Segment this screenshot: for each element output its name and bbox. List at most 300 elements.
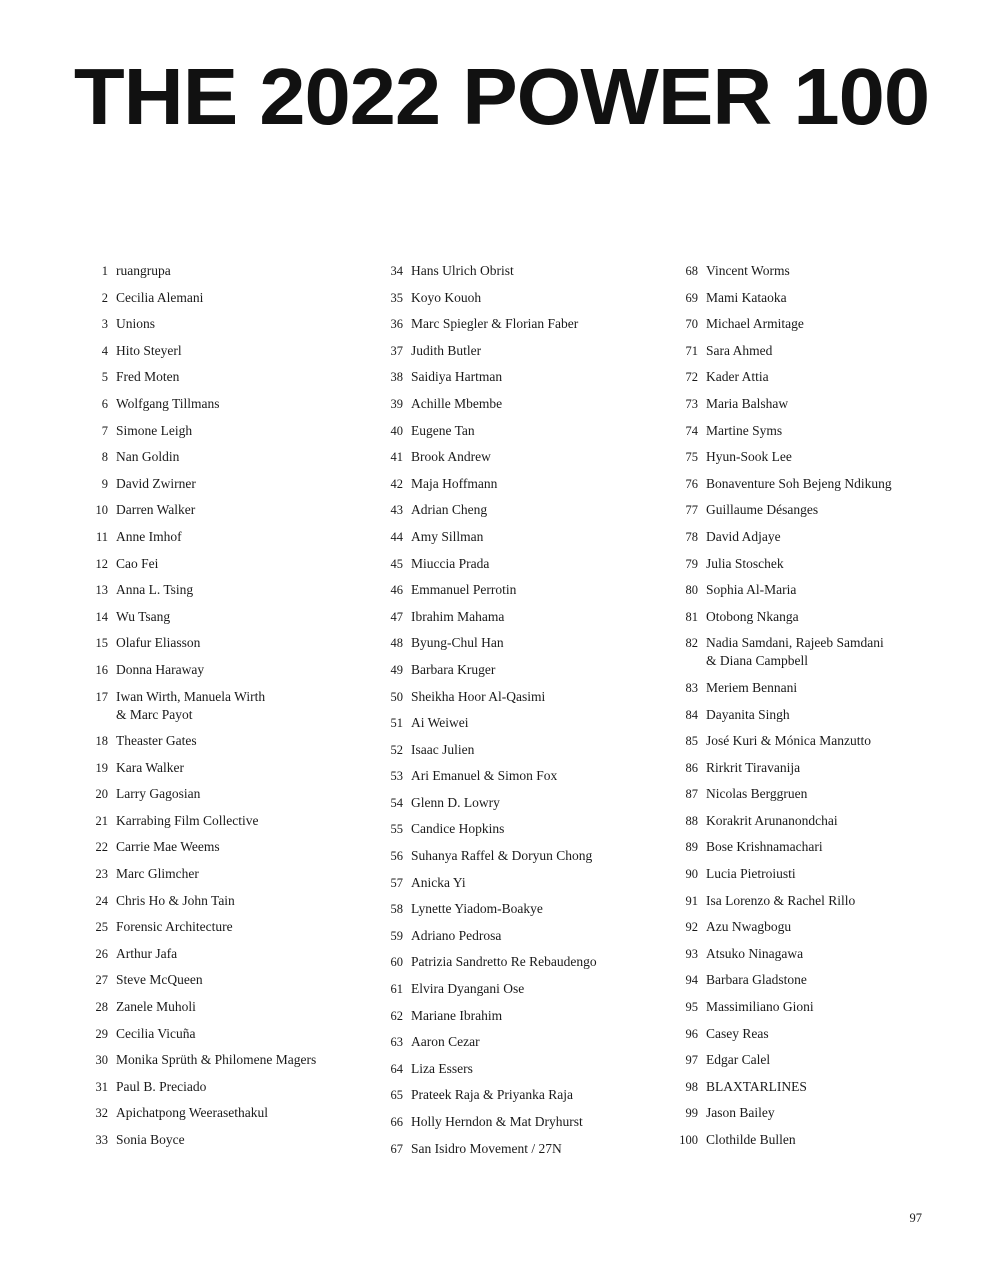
list-item — [660, 634, 950, 670]
rank-number: 58 — [390, 902, 403, 917]
list-item — [660, 838, 950, 856]
list-item — [70, 892, 360, 910]
list-item — [365, 874, 655, 892]
rank-number: 59 — [390, 928, 403, 943]
rank-number: 3 — [101, 317, 108, 332]
rank-number: 25 — [95, 920, 108, 935]
entry-name: Brook Andrew — [411, 449, 491, 465]
list-item — [70, 475, 360, 493]
list-item — [365, 1033, 655, 1051]
list-item — [365, 714, 655, 732]
entry-name: Saidiya Hartman — [411, 369, 503, 385]
entry-name: Sheikha Hoor Al-Qasimi — [411, 688, 546, 704]
entry-name: Monika Sprüth & Philomene Magers — [116, 1052, 317, 1068]
rank-number: 31 — [95, 1079, 108, 1094]
rank-number: 74 — [685, 423, 698, 438]
list-item — [365, 847, 655, 865]
rank-number: 73 — [685, 396, 698, 411]
entry-name: Karrabing Film Collective — [116, 812, 259, 828]
rank-number: 82 — [685, 636, 698, 651]
rank-number: 43 — [390, 503, 403, 518]
rank-number: 64 — [390, 1061, 403, 1076]
list-item — [365, 1086, 655, 1104]
rank-number: 21 — [95, 813, 108, 828]
rank-number: 90 — [685, 867, 698, 882]
rank-number: 47 — [390, 609, 403, 624]
entry-name: Ai Weiwei — [411, 715, 469, 731]
rank-number: 6 — [101, 396, 108, 411]
rank-number: 89 — [685, 840, 698, 855]
rank-number: 46 — [390, 583, 403, 598]
rank-number: 52 — [390, 742, 403, 757]
list-item — [660, 501, 950, 519]
list-item — [660, 555, 950, 573]
list-item — [70, 971, 360, 989]
entry-name: Isa Lorenzo & Rachel Rillo — [706, 892, 856, 908]
rank-number: 14 — [95, 609, 108, 624]
list-item — [660, 448, 950, 466]
rank-number: 12 — [95, 556, 108, 571]
entry-name: Mami Kataoka — [706, 289, 787, 305]
rank-number: 67 — [390, 1141, 403, 1156]
rank-number: 87 — [685, 787, 698, 802]
rank-number: 29 — [95, 1026, 108, 1041]
list-item — [660, 732, 950, 750]
entry-name: Byung-Chul Han — [411, 635, 504, 651]
entry-name: Hito Steyerl — [116, 342, 182, 358]
list-item — [70, 1078, 360, 1096]
list-item — [70, 262, 360, 280]
entry-name: Simone Leigh — [116, 422, 193, 438]
rank-number: 97 — [685, 1053, 698, 1068]
list-item — [660, 1078, 950, 1096]
entry-name: Judith Butler — [411, 342, 482, 358]
rank-number: 41 — [390, 450, 403, 465]
rank-number: 24 — [95, 893, 108, 908]
entry-name: Wolfgang Tillmans — [116, 395, 220, 411]
entry-name: Cecilia Alemani — [116, 289, 204, 305]
rank-number: 63 — [390, 1035, 403, 1050]
rank-number: 22 — [95, 840, 108, 855]
entry-name: Candice Hopkins — [411, 821, 505, 837]
entry-name: Amy Sillman — [411, 528, 484, 544]
entry-name: Atsuko Ninagawa — [706, 945, 804, 961]
entry-name: San Isidro Movement / 27N — [411, 1140, 562, 1156]
list-item — [660, 315, 950, 333]
entry-name: Glenn D. Lowry — [411, 794, 500, 810]
entry-name: Anicka Yi — [411, 874, 466, 890]
entry-name: BLAXTARLINES — [706, 1078, 807, 1094]
list-item — [660, 706, 950, 724]
list-item — [70, 865, 360, 883]
rank-number: 100 — [679, 1133, 698, 1147]
list-item — [70, 688, 360, 724]
list-item — [70, 838, 360, 856]
list-item — [365, 661, 655, 679]
entry-name: Adriano Pedrosa — [411, 927, 502, 943]
entry-name: Darren Walker — [116, 502, 196, 518]
rank-number: 11 — [95, 529, 108, 544]
entry-name: Kara Walker — [116, 759, 185, 775]
entry-name: Liza Essers — [411, 1060, 473, 1076]
list-item — [660, 812, 950, 830]
entry-name: Patrizia Sandretto Re Rebaudengo — [411, 954, 597, 970]
list-item — [70, 945, 360, 963]
entry-name: Hans Ulrich Obrist — [411, 263, 514, 278]
list-item — [365, 953, 655, 971]
list-item — [365, 767, 655, 785]
entry-name: Guillaume Désanges — [706, 502, 819, 518]
entry-name: José Kuri & Mónica Manzutto — [706, 733, 871, 749]
rank-number: 37 — [390, 343, 403, 358]
list-item — [70, 1025, 360, 1043]
entry-name: Nan Goldin — [116, 449, 180, 465]
list-item — [70, 732, 360, 750]
rank-number: 16 — [95, 662, 108, 677]
entry-name: Adrian Cheng — [411, 502, 488, 518]
rank-number: 77 — [685, 503, 698, 518]
entry-name: Cecilia Vicuña — [116, 1025, 196, 1041]
entry-name: Sara Ahmed — [706, 342, 773, 358]
entry-name: Eugene Tan — [411, 422, 475, 438]
rank-number: 5 — [101, 370, 108, 385]
rank-number: 28 — [95, 1000, 108, 1015]
entry-name: Clothilde Bullen — [706, 1132, 796, 1147]
entry-name: Ibrahim Mahama — [411, 608, 505, 624]
entry-name: Suhanya Raffel & Doryun Chong — [411, 848, 593, 864]
entry-name: Chris Ho & John Tain — [116, 892, 235, 908]
rank-number: 94 — [685, 973, 698, 988]
rank-number: 9 — [101, 476, 108, 491]
list-item — [660, 865, 950, 883]
rank-number: 65 — [390, 1088, 403, 1103]
entry-name: Wu Tsang — [116, 608, 171, 624]
rank-number: 10 — [95, 503, 108, 518]
list-item — [365, 501, 655, 519]
rank-number: 99 — [685, 1106, 698, 1121]
list-item — [70, 342, 360, 360]
list-item — [660, 918, 950, 936]
list-item — [70, 918, 360, 936]
entry-name: Miuccia Prada — [411, 555, 490, 571]
entry-name: Lucia Pietroiusti — [706, 866, 796, 882]
entry-name: Jason Bailey — [706, 1105, 775, 1121]
rank-number: 98 — [685, 1079, 698, 1094]
list-item — [365, 368, 655, 386]
entry-name: Korakrit Arunanondchai — [706, 812, 838, 828]
list-item — [70, 1131, 360, 1149]
list-item — [365, 528, 655, 546]
entry-name: Massimiliano Gioni — [706, 999, 814, 1015]
list-item — [70, 998, 360, 1016]
entry-name: Lynette Yiadom-Boakye — [411, 901, 543, 917]
rank-number: 39 — [390, 396, 403, 411]
rank-number: 95 — [685, 1000, 698, 1015]
entry-name: Paul B. Preciado — [116, 1078, 207, 1094]
list-item — [365, 422, 655, 440]
rank-number: 60 — [390, 955, 403, 970]
list-item — [365, 794, 655, 812]
rank-number: 19 — [95, 760, 108, 775]
rank-number: 68 — [685, 264, 698, 278]
entry-name: Olafur Eliasson — [116, 635, 201, 651]
rank-number: 75 — [685, 450, 698, 465]
entry-name: Dayanita Singh — [706, 706, 790, 722]
list-item — [660, 342, 950, 360]
list-item — [365, 395, 655, 413]
entry-name: Arthur Jafa — [116, 945, 178, 961]
entry-name: Sophia Al-Maria — [706, 582, 797, 598]
list-item — [660, 581, 950, 599]
list-item — [365, 980, 655, 998]
rank-number: 70 — [685, 317, 698, 332]
entry-name: Julia Stoschek — [706, 555, 784, 571]
list-column-3 — [660, 262, 950, 1158]
entry-name: David Zwirner — [116, 475, 196, 491]
rank-number: 53 — [390, 769, 403, 784]
entry-name: Vincent Worms — [706, 263, 790, 278]
list-item — [365, 1140, 655, 1158]
list-item — [70, 812, 360, 830]
entry-name: Zanele Muholi — [116, 999, 196, 1015]
list-item — [70, 448, 360, 466]
rank-number: 93 — [685, 946, 698, 961]
rank-number: 17 — [95, 689, 108, 704]
list-item — [660, 785, 950, 803]
entry-name: Anna L. Tsing — [116, 582, 194, 598]
rank-number: 79 — [685, 556, 698, 571]
entry-name: Nicolas Berggruen — [706, 786, 808, 802]
list-item — [70, 661, 360, 679]
list-item — [365, 581, 655, 599]
rank-number: 18 — [95, 734, 108, 749]
entry-name: Meriem Bennani — [706, 679, 798, 695]
rank-number: 15 — [95, 636, 108, 651]
list-item — [365, 262, 655, 280]
rank-number: 20 — [95, 787, 108, 802]
list-item — [70, 368, 360, 386]
list-item — [365, 900, 655, 918]
entry-name: Larry Gagosian — [116, 786, 201, 802]
list-item — [365, 555, 655, 573]
list-item — [660, 528, 950, 546]
list-item — [660, 1131, 950, 1149]
list-item — [660, 1104, 950, 1122]
list-item — [660, 1051, 950, 1069]
list-item — [365, 608, 655, 626]
list-item — [660, 368, 950, 386]
rank-number: 57 — [390, 875, 403, 890]
rank-number: 8 — [101, 450, 108, 465]
page-number: 97 — [909, 1211, 922, 1225]
rank-number: 32 — [95, 1106, 108, 1121]
entry-name: Fred Moten — [116, 369, 180, 385]
entry-name: Mariane Ibrahim — [411, 1007, 503, 1023]
entry-name: Donna Haraway — [116, 661, 205, 677]
rank-number: 4 — [101, 343, 108, 358]
entry-name: Nadia Samdani, Rajeeb Samdani & Diana Campbell — [706, 635, 884, 669]
list-item — [660, 422, 950, 440]
rank-number: 48 — [390, 636, 403, 651]
entry-name: Cao Fei — [116, 555, 159, 571]
entry-name: Maria Balshaw — [706, 395, 789, 411]
entry-name: Anne Imhof — [116, 528, 182, 544]
list-item — [70, 1051, 360, 1069]
list-item — [660, 971, 950, 989]
rank-number: 83 — [685, 680, 698, 695]
list-item — [365, 1113, 655, 1131]
rank-number: 92 — [685, 920, 698, 935]
list-item — [70, 581, 360, 599]
rank-number: 13 — [95, 583, 108, 598]
rank-number: 27 — [95, 973, 108, 988]
rank-number: 81 — [685, 609, 698, 624]
entry-name: David Adjaye — [706, 528, 781, 544]
rank-number: 44 — [390, 529, 403, 544]
list-item — [365, 741, 655, 759]
entry-name: ruangrupa — [116, 263, 171, 278]
list-column-2 — [365, 262, 655, 1166]
list-item — [365, 342, 655, 360]
entry-name: Edgar Calel — [706, 1052, 771, 1068]
entry-name: Forensic Architecture — [116, 919, 233, 935]
entry-name: Isaac Julien — [411, 741, 475, 757]
entry-name: Elvira Dyangani Ose — [411, 981, 525, 997]
list-item — [365, 820, 655, 838]
rank-number: 86 — [685, 760, 698, 775]
entry-name: Unions — [116, 316, 156, 332]
rank-number: 80 — [685, 583, 698, 598]
list-item — [70, 785, 360, 803]
rank-number: 72 — [685, 370, 698, 385]
list-item — [660, 475, 950, 493]
entry-name: Achille Mbembe — [411, 395, 503, 411]
entry-name: Maja Hoffmann — [411, 475, 498, 491]
rank-number: 34 — [390, 264, 403, 278]
entry-name: Steve McQueen — [116, 972, 203, 988]
list-item — [660, 998, 950, 1016]
entry-name: Holly Herndon & Mat Dryhurst — [411, 1114, 583, 1129]
entry-name: Otobong Nkanga — [706, 608, 799, 624]
list-item — [660, 1025, 950, 1043]
rank-number: 45 — [390, 556, 403, 571]
entry-name: Aaron Cezar — [411, 1034, 480, 1050]
list-item — [70, 528, 360, 546]
list-item — [660, 608, 950, 626]
rank-number: 51 — [390, 716, 403, 731]
list-item — [70, 395, 360, 413]
rank-number: 96 — [685, 1026, 698, 1041]
rank-number: 66 — [390, 1115, 403, 1129]
rank-number: 78 — [685, 529, 698, 544]
list-item — [660, 892, 950, 910]
list-item — [70, 555, 360, 573]
rank-number: 33 — [95, 1133, 108, 1147]
list-item — [365, 688, 655, 706]
page-title: THE 2022 POWER 100 — [73, 52, 930, 141]
rank-number: 56 — [390, 849, 403, 864]
rank-number: 76 — [685, 476, 698, 491]
rank-number: 71 — [685, 343, 698, 358]
list-item — [365, 475, 655, 493]
entry-name: Theaster Gates — [116, 733, 197, 749]
list-item — [365, 634, 655, 652]
rank-number: 1 — [101, 264, 108, 278]
list-column-1 — [70, 262, 360, 1158]
list-item — [70, 289, 360, 307]
entry-name: Marc Spiegler & Florian Faber — [411, 316, 579, 332]
list-item — [660, 262, 950, 280]
list-item — [660, 289, 950, 307]
rank-number: 42 — [390, 476, 403, 491]
rank-number: 23 — [95, 867, 108, 882]
rank-number: 35 — [390, 290, 403, 305]
list-item — [660, 395, 950, 413]
entry-name: Iwan Wirth, Manuela Wirth & Marc Payot — [116, 688, 266, 722]
entry-name: Koyo Kouoh — [411, 289, 482, 305]
rank-number: 49 — [390, 662, 403, 677]
entry-name: Ari Emanuel & Simon Fox — [411, 768, 558, 784]
list-item — [660, 679, 950, 697]
entry-name: Marc Glimcher — [116, 866, 199, 882]
entry-name: Hyun-Sook Lee — [706, 449, 792, 465]
list-item — [70, 1104, 360, 1122]
list-item — [365, 1007, 655, 1025]
list-item — [70, 422, 360, 440]
rank-number: 30 — [95, 1053, 108, 1068]
entry-name: Rirkrit Tiravanija — [706, 759, 801, 775]
entry-name: Barbara Kruger — [411, 661, 496, 677]
list-item — [660, 759, 950, 777]
rank-number: 36 — [390, 317, 403, 332]
rank-number: 61 — [390, 982, 403, 997]
list-item — [70, 634, 360, 652]
list-item — [70, 759, 360, 777]
list-item — [70, 608, 360, 626]
entry-name: Barbara Gladstone — [706, 972, 807, 988]
entry-name: Bose Krishnamachari — [706, 839, 823, 855]
rank-number: 85 — [685, 734, 698, 749]
rank-number: 40 — [390, 423, 403, 438]
rank-number: 7 — [101, 423, 108, 438]
list-item — [365, 927, 655, 945]
entry-name: Michael Armitage — [706, 316, 804, 332]
rank-number: 2 — [101, 290, 108, 305]
rank-number: 54 — [390, 795, 403, 810]
rank-number: 26 — [95, 946, 108, 961]
entry-name: Azu Nwagbogu — [706, 919, 792, 935]
rank-number: 55 — [390, 822, 403, 837]
entry-name: Sonia Boyce — [116, 1132, 185, 1147]
entry-name: Martine Syms — [706, 422, 783, 438]
rank-number: 91 — [685, 893, 698, 908]
entry-name: Apichatpong Weerasethakul — [116, 1105, 268, 1121]
list-item — [365, 1060, 655, 1078]
rank-number: 69 — [685, 290, 698, 305]
rank-number: 38 — [390, 370, 403, 385]
list-item — [70, 501, 360, 519]
list-item — [660, 945, 950, 963]
entry-name: Bonaventure Soh Bejeng Ndikung — [706, 475, 892, 491]
entry-name: Prateek Raja & Priyanka Raja — [411, 1087, 573, 1103]
entry-name: Casey Reas — [706, 1025, 769, 1041]
list-item — [365, 448, 655, 466]
list-item — [365, 289, 655, 307]
rank-number: 84 — [685, 707, 698, 722]
entry-name: Emmanuel Perrotin — [411, 582, 517, 598]
list-item — [70, 315, 360, 333]
rank-number: 50 — [390, 689, 403, 704]
